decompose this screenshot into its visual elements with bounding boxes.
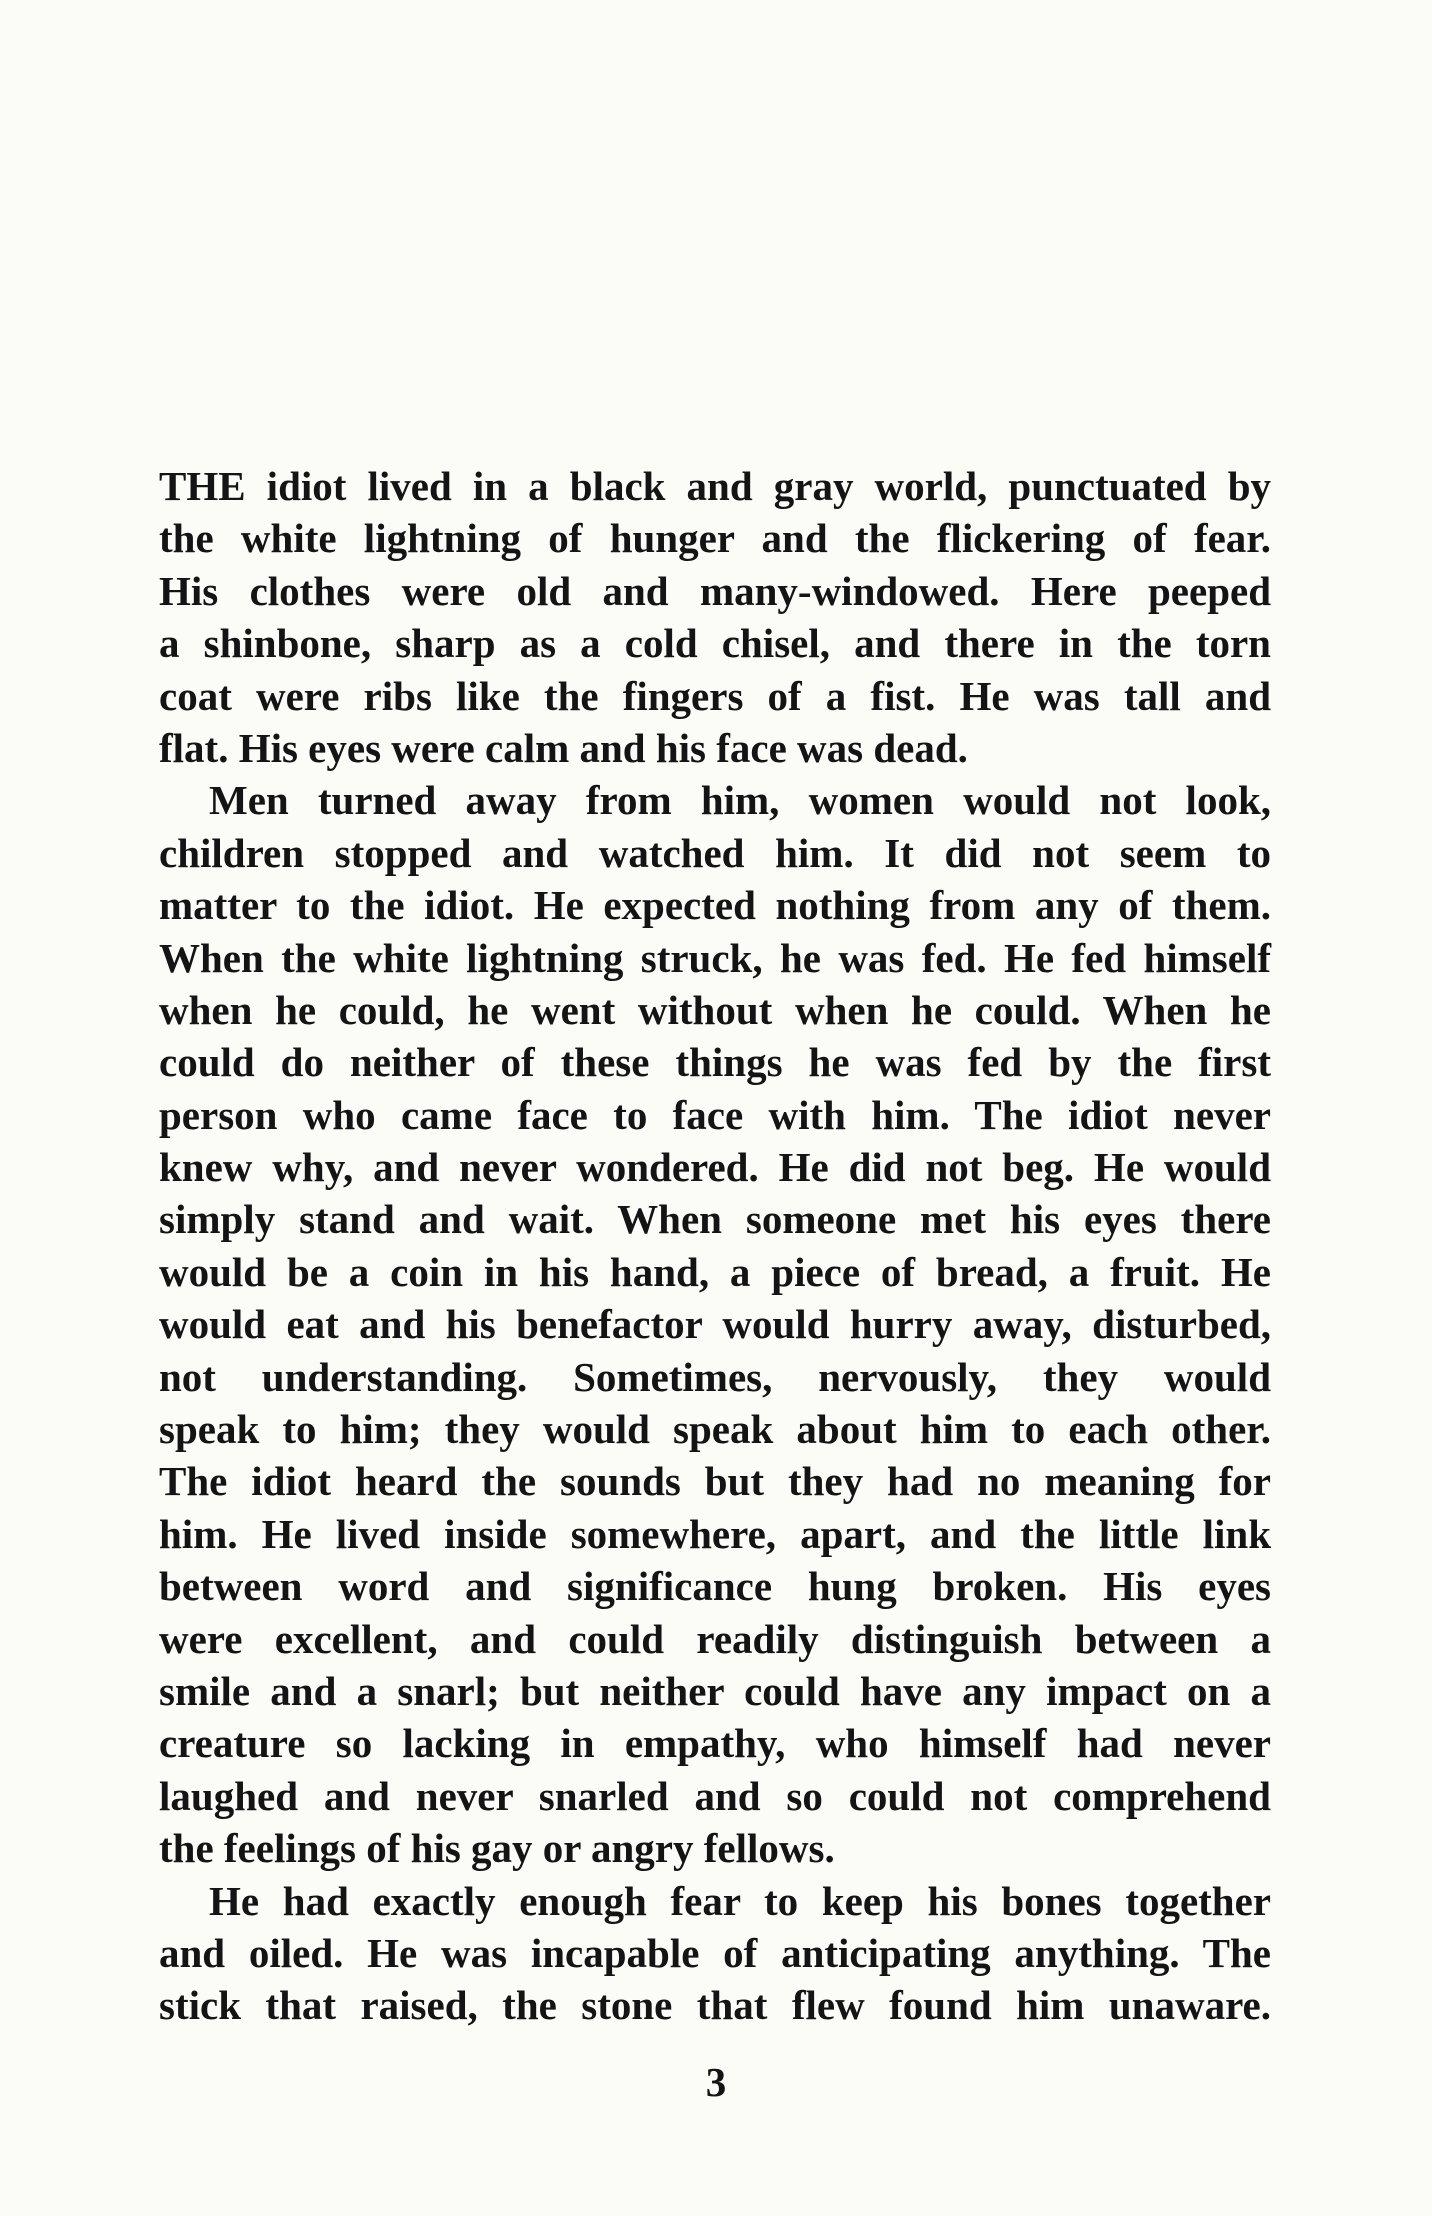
text-line: The idiot heard the sounds but they had no meaning for	[159, 1458, 1271, 1505]
text-line: stick that raised, the stone that flew found him unaware.	[159, 1982, 1271, 2029]
text-line: when he could, he went without when he could. When he	[159, 986, 1271, 1033]
text-line: would be a coin in his hand, a piece of bread, a fruit. He	[159, 1248, 1271, 1295]
text-line: laughed and never snarled and so could not comprehend	[159, 1772, 1271, 1819]
text-line: coat were ribs like the fingers of a fist. He was tall and	[159, 672, 1271, 719]
text-line: and oiled. He was incapable of anticipating anything. The	[159, 1929, 1271, 1976]
text-line: him. He lived inside somewhere, apart, and the little link	[159, 1510, 1271, 1557]
text-line: were excellent, and could readily distinguish between a	[159, 1615, 1271, 1662]
text-line: speak to him; they would speak about him to each other.	[159, 1406, 1271, 1453]
text-line: knew why, and never wondered. He did not beg. He would	[159, 1144, 1271, 1191]
text-line: children stopped and watched him. It did not seem to	[159, 829, 1271, 876]
text-line: the feelings of his gay or angry fellows.	[159, 1825, 835, 1872]
body-text	[159, 460, 1271, 2032]
text-line: smile and a snarl; but neither could have any impact on a	[159, 1667, 1271, 1714]
text-line: between word and significance hung broken. His eyes	[159, 1563, 1271, 1610]
text-line: the white lightning of hunger and the flickering of fear.	[159, 515, 1271, 562]
paragraph	[159, 774, 1271, 1874]
text-line: Men turned away from him, women would not look,	[209, 777, 1271, 824]
page-number: 3	[705, 2059, 727, 2105]
text-line: a shinbone, sharp as a cold chisel, and there in the torn	[159, 620, 1271, 667]
text-line: would eat and his benefactor would hurry away, disturbed,	[159, 1301, 1271, 1348]
text-line: When the white lightning struck, he was fed. He fed himself	[159, 934, 1271, 981]
text-line: flat. His eyes were calm and his face was dead.	[159, 724, 968, 771]
paragraph	[159, 1875, 1271, 2032]
text-line: person who came face to face with him. The idiot never	[159, 1091, 1271, 1138]
text-line: matter to the idiot. He expected nothing from any of them.	[159, 882, 1271, 929]
text-line: could do neither of these things he was fed by the first	[159, 1039, 1271, 1086]
paragraph	[159, 460, 1271, 774]
text-line: His clothes were old and many-windowed. Here peeped	[159, 567, 1271, 614]
text-line: simply stand and wait. When someone met his eyes there	[159, 1196, 1271, 1243]
text-line: not understanding. Sometimes, nervously, they would	[159, 1353, 1271, 1400]
text-line: He had exactly enough fear to keep his bones together	[209, 1877, 1271, 1924]
text-line: creature so lacking in empathy, who himself had never	[159, 1720, 1271, 1767]
text-line: THE idiot lived in a black and gray world, punctuated by	[159, 463, 1271, 509]
